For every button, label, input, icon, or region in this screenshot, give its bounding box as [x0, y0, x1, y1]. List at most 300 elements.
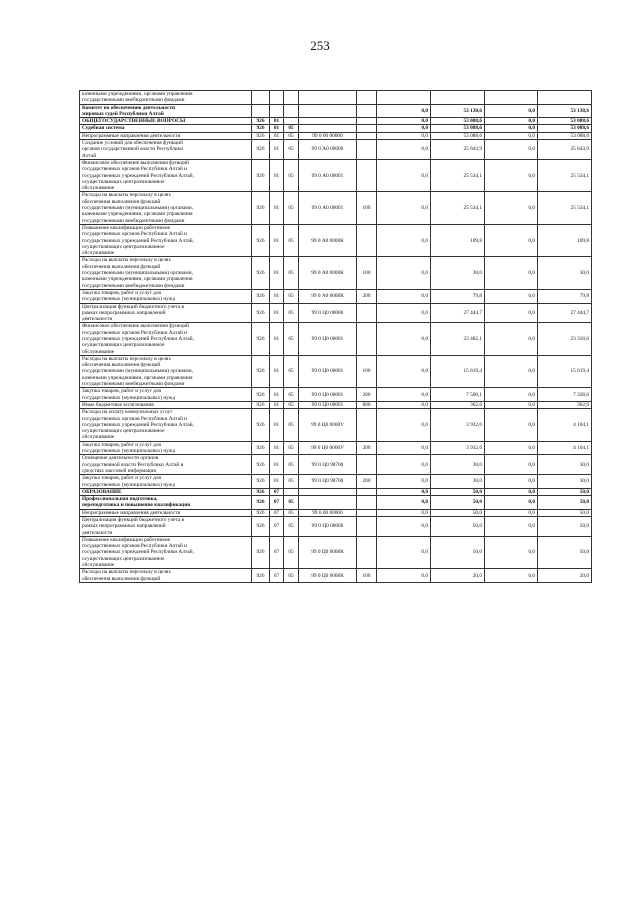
target-article-cell [299, 118, 357, 125]
section-code-cell: 01 [270, 140, 284, 160]
row-name-line: государственными внебюджетными фондами [82, 282, 185, 289]
target-article-cell: 99 0 А0 00001 [299, 192, 357, 224]
amount-cell-1: 0,0 [377, 159, 431, 191]
section-code-cell: 01 [270, 355, 284, 387]
amount-cell-3: 0,0 [485, 401, 538, 408]
subsection-code-cell: 05 [284, 441, 299, 455]
row-name-line: государственных органов Республики Алтай и [82, 329, 188, 336]
table-row [80, 118, 592, 125]
table-row [80, 91, 592, 105]
amount-cell-1: 0,0 [377, 257, 431, 289]
table-row [80, 104, 592, 118]
expense-type-cell [357, 323, 377, 355]
subsection-code-cell: 05 [284, 125, 299, 132]
subsection-code-cell: 05 [284, 323, 299, 355]
row-name-cell [80, 355, 252, 387]
amount-cell-2: 30,0 [431, 257, 485, 289]
expense-type-cell [357, 496, 377, 510]
amount-cell-1 [377, 91, 431, 105]
section-code-cell: 07 [270, 536, 284, 568]
subsection-code-cell: 05 [284, 475, 299, 489]
amount-cell-3: 0,0 [485, 388, 538, 402]
amount-cell-1: 0,0 [377, 118, 431, 125]
amount-cell-1: 0,0 [377, 289, 431, 303]
amount-cell-3: 0,0 [485, 441, 538, 455]
row-name-line: государственных учреждений Республики Алтай, [82, 335, 194, 342]
section-code-cell: 01 [270, 224, 284, 256]
row-name-cell [80, 140, 252, 160]
amount-cell-1: 0,0 [377, 388, 431, 402]
row-name-line: Непрограммные направления деятельности [82, 132, 181, 139]
target-article-cell: 99 0 А0 00000 [299, 140, 357, 160]
amount-cell-4: 25 534,1 [538, 159, 592, 191]
table-row [80, 257, 592, 289]
amount-cell-3: 0,0 [485, 455, 538, 475]
row-name-line: государственных учреждений Республики Алтай, [82, 237, 194, 244]
amount-cell-3: 0,0 [485, 192, 538, 224]
amount-cell-4: 7 328,6 [538, 388, 592, 402]
budget-table-body [80, 91, 592, 583]
target-article-cell [299, 496, 357, 510]
target-article-cell: 99 0 Ц0 0000У [299, 409, 357, 441]
amount-cell-2: 25 534,1 [431, 192, 485, 224]
amount-cell-4: 53 088,6 [538, 118, 592, 125]
gr-code-cell: 926 [252, 509, 270, 516]
target-article-cell: 99 0 Ц0 0000К [299, 536, 357, 568]
table-row [80, 224, 592, 256]
amount-cell-2: 3 932,6 [431, 441, 485, 455]
target-article-cell: 99 0 Ц0 98700 [299, 475, 357, 489]
row-name-cell [80, 125, 252, 132]
gr-code-cell: 926 [252, 496, 270, 510]
row-name-line: Профессиональная подготовка, [82, 496, 158, 503]
amount-cell-1: 0,0 [377, 125, 431, 132]
table-row [80, 488, 592, 495]
amount-cell-4: 50,0 [538, 509, 592, 516]
gr-code-cell: 926 [252, 388, 270, 402]
target-article-cell: 99 0 А0 0000К [299, 289, 357, 303]
target-article-cell: 99 0 Ц0 00001 [299, 323, 357, 355]
row-name-line: рамках непрограммных направлений [82, 523, 166, 530]
row-name-line: обслуживание [82, 434, 115, 441]
amount-cell-3: 0,0 [485, 409, 538, 441]
row-name-line: рамках непрограммных направлений [82, 309, 166, 316]
gr-code-cell: 926 [252, 401, 270, 408]
subsection-code-cell: 05 [284, 140, 299, 160]
subsection-code-cell [284, 91, 299, 105]
target-article-cell: 99 0 Ц0 00001 [299, 388, 357, 402]
subsection-code-cell: 05 [284, 401, 299, 408]
amount-cell-3: 0,0 [485, 257, 538, 289]
row-name-line: Непрограммные направления деятельности [82, 509, 181, 516]
subsection-code-cell: 05 [284, 455, 299, 475]
row-name-line: государственных (муниципальных) нужд [82, 481, 176, 488]
expense-type-cell [357, 91, 377, 105]
row-name-line: государственных органов Республики Алтай и [82, 543, 188, 550]
expense-type-cell [357, 303, 377, 323]
expense-type-cell: 200 [357, 289, 377, 303]
subsection-code-cell: 05 [284, 159, 299, 191]
row-name-cell [80, 289, 252, 303]
amount-cell-3: 0,0 [485, 509, 538, 516]
amount-cell-2: 79,8 [431, 289, 485, 303]
row-name-line: государственными внебюджетными фондами [82, 217, 185, 224]
expense-type-cell [357, 409, 377, 441]
amount-cell-1: 0,0 [377, 323, 431, 355]
row-name-line: государственных учреждений Республики Алтай, [82, 421, 194, 428]
target-article-cell: 99 0 Ц0 00001 [299, 401, 357, 408]
amount-cell-4: 20,0 [538, 569, 592, 583]
gr-code-cell: 926 [252, 569, 270, 583]
row-name-line: государственными внебюджетными фондами [82, 97, 185, 104]
row-name-line: Централизация функций бюджетного учета в [82, 303, 185, 310]
amount-cell-4 [538, 91, 592, 105]
amount-cell-4: 25 643,9 [538, 140, 592, 160]
row-name-line: Расходы на выплаты персоналу в целях [82, 257, 171, 264]
amount-cell-2: 50,0 [431, 517, 485, 537]
subsection-code-cell: 05 [284, 409, 299, 441]
gr-code-cell: 926 [252, 118, 270, 125]
amount-cell-2: 25 643,9 [431, 140, 485, 160]
gr-code-cell: 926 [252, 355, 270, 387]
row-name-cell [80, 496, 252, 510]
row-name-line: государственными (муниципальными) органами, [82, 270, 193, 277]
amount-cell-1: 0,0 [377, 409, 431, 441]
amount-cell-4: 53 088,6 [538, 132, 592, 139]
amount-cell-4: 362,6 [538, 401, 592, 408]
row-name-line: Централизация функций бюджетного учета в [82, 517, 185, 523]
expense-type-cell: 100 [357, 569, 377, 583]
target-article-cell: 99 0 Ц0 00000 [299, 517, 357, 537]
row-name-cell [80, 509, 252, 516]
section-code-cell: 01 [270, 323, 284, 355]
table-row [80, 509, 592, 516]
expense-type-cell: 200 [357, 475, 377, 489]
amount-cell-1: 0,0 [377, 401, 431, 408]
amount-cell-2 [431, 91, 485, 105]
amount-cell-4: 53 138,6 [538, 104, 592, 118]
expense-type-cell [357, 118, 377, 125]
amount-cell-1: 0,0 [377, 441, 431, 455]
expense-type-cell [357, 159, 377, 191]
amount-cell-2: 109,8 [431, 224, 485, 256]
amount-cell-4: 30,0 [538, 455, 592, 475]
row-name-line: государственных органов Республики Алтай и [82, 415, 188, 422]
section-code-cell: 01 [270, 401, 284, 408]
table-row [80, 441, 592, 455]
row-name-line: обслуживание [82, 562, 115, 569]
amount-cell-1: 0,0 [377, 509, 431, 516]
gr-code-cell: 926 [252, 441, 270, 455]
row-name-cell [80, 475, 252, 489]
row-name-cell [80, 401, 252, 408]
table-row [80, 536, 592, 568]
subsection-code-cell: 05 [284, 303, 299, 323]
table-row [80, 125, 592, 132]
row-name-line: Освещение деятельности органов [82, 455, 159, 462]
row-name-line: государственных учреждений Республики Алтай, [82, 172, 194, 179]
gr-code-cell: 926 [252, 517, 270, 537]
section-code-cell: 01 [270, 118, 284, 125]
target-article-cell [299, 104, 357, 118]
row-name-line: обслуживание [82, 185, 115, 192]
subsection-code-cell: 05 [284, 509, 299, 516]
row-name-line: казенными учреждениями, органами управления [82, 211, 193, 218]
section-code-cell: 07 [270, 517, 284, 537]
row-name-line: государственных органов Республики Алтай и [82, 166, 188, 173]
row-name-line: государственных учреждений Республики Алтай, [82, 549, 194, 556]
amount-cell-1: 0,0 [377, 475, 431, 489]
row-name-line: Создание условий для обеспечения функций [82, 140, 183, 147]
row-name-line: деятельности [82, 529, 113, 536]
table-row [80, 132, 592, 139]
table-row [80, 355, 592, 387]
amount-cell-1: 0,0 [377, 224, 431, 256]
row-name-line: Судебная система [82, 125, 125, 132]
expense-type-cell: 800 [357, 401, 377, 408]
row-name-line: государственными внебюджетными фондами [82, 381, 185, 388]
amount-cell-3: 0,0 [485, 569, 538, 583]
row-name-line: государственной власти Республики Алтай в [82, 461, 184, 468]
amount-cell-2: 53 088,6 [431, 118, 485, 125]
row-name-line: Расходы на выплаты персоналу в целях [82, 355, 171, 362]
table-row [80, 303, 592, 323]
table-row [80, 496, 592, 510]
amount-cell-2: 25 534,1 [431, 159, 485, 191]
row-name-line: обслуживание [82, 348, 115, 355]
subsection-code-cell [284, 118, 299, 125]
amount-cell-2: 20,0 [431, 569, 485, 583]
section-code-cell: 07 [270, 496, 284, 510]
gr-code-cell: 926 [252, 455, 270, 475]
gr-code-cell: 926 [252, 257, 270, 289]
row-name-cell [80, 303, 252, 323]
row-name-cell [80, 91, 252, 105]
section-code-cell: 01 [270, 303, 284, 323]
amount-cell-2: 50,0 [431, 496, 485, 510]
gr-code-cell: 926 [252, 132, 270, 139]
expense-type-cell [357, 125, 377, 132]
row-name-cell [80, 323, 252, 355]
row-name-cell [80, 488, 252, 495]
target-article-cell [299, 91, 357, 105]
expense-type-cell [357, 104, 377, 118]
page-number: 253 [310, 38, 330, 53]
row-name-line: ОБЩЕГОСУДАРСТВЕННЫЕ ВОПРОСЫ [82, 118, 186, 125]
target-article-cell: 99 0 00 00000 [299, 132, 357, 139]
section-code-cell: 07 [270, 509, 284, 516]
row-name-cell [80, 118, 252, 125]
amount-cell-2: 23 482,1 [431, 323, 485, 355]
amount-cell-4: 79,8 [538, 289, 592, 303]
table-row [80, 140, 592, 160]
section-code-cell: 01 [270, 125, 284, 132]
gr-code-cell: 926 [252, 224, 270, 256]
amount-cell-3: 0,0 [485, 125, 538, 132]
amount-cell-1: 0,0 [377, 496, 431, 510]
amount-cell-4: 50,0 [538, 496, 592, 510]
section-code-cell: 01 [270, 409, 284, 441]
amount-cell-1: 0,0 [377, 455, 431, 475]
row-name-line: Закупка товаров, работ и услуг для [82, 388, 161, 395]
section-code-cell [270, 104, 284, 118]
row-name-cell [80, 257, 252, 289]
amount-cell-3: 0,0 [485, 355, 538, 387]
target-article-cell [299, 488, 357, 495]
row-name-line: обеспечения выполнения функций [82, 198, 161, 205]
row-name-cell [80, 409, 252, 441]
row-name-line: осуществляющих централизованное [82, 555, 165, 562]
amount-cell-3: 0,0 [485, 536, 538, 568]
expense-type-cell: 200 [357, 388, 377, 402]
amount-cell-1: 0,0 [377, 488, 431, 495]
row-name-line: осуществляющих централизованное [82, 342, 165, 349]
section-code-cell: 01 [270, 159, 284, 191]
amount-cell-1: 0,0 [377, 104, 431, 118]
amount-cell-3: 0,0 [485, 104, 538, 118]
row-name-line: Повышение квалификации работников [82, 536, 170, 543]
amount-cell-4: 4 104,1 [538, 441, 592, 455]
row-name-cell [80, 441, 252, 455]
table-row [80, 517, 592, 537]
subsection-code-cell [284, 104, 299, 118]
amount-cell-2: 50,0 [431, 488, 485, 495]
subsection-code-cell [284, 488, 299, 495]
amount-cell-3: 0,0 [485, 159, 538, 191]
row-name-line: обеспечения выполнения функций [82, 575, 161, 582]
row-name-line: переподготовка и повышение квалификации [82, 502, 191, 509]
amount-cell-4: 30,0 [538, 475, 592, 489]
subsection-code-cell: 05 [284, 388, 299, 402]
row-name-cell [80, 132, 252, 139]
amount-cell-1: 0,0 [377, 355, 431, 387]
gr-code-cell: 926 [252, 289, 270, 303]
section-code-cell: 01 [270, 132, 284, 139]
section-code-cell: 07 [270, 569, 284, 583]
amount-cell-4: 15 619,4 [538, 355, 592, 387]
target-article-cell: 99 0 А0 0000К [299, 257, 357, 289]
row-name-line: казенными учреждениями, органами управления [82, 91, 193, 97]
amount-cell-1: 0,0 [377, 517, 431, 537]
table-row [80, 159, 592, 191]
amount-cell-2: 30,0 [431, 475, 485, 489]
table-row [80, 475, 592, 489]
expense-type-cell [357, 517, 377, 537]
target-article-cell: 99 0 А0 00001 [299, 159, 357, 191]
amount-cell-2: 30,0 [431, 455, 485, 475]
row-name-cell [80, 455, 252, 475]
amount-cell-3: 0,0 [485, 517, 538, 537]
gr-code-cell [252, 91, 270, 105]
subsection-code-cell: 05 [284, 132, 299, 139]
row-name-cell [80, 192, 252, 224]
expense-type-cell [357, 488, 377, 495]
gr-code-cell: 926 [252, 409, 270, 441]
table-row [80, 192, 592, 224]
gr-code-cell: 926 [252, 125, 270, 132]
gr-code-cell [252, 104, 270, 118]
section-code-cell: 01 [270, 388, 284, 402]
row-name-line: казенными учреждениями, органами управления [82, 374, 193, 381]
amount-cell-2: 50,0 [431, 509, 485, 516]
target-article-cell: 99 0 Ц0 00001 [299, 355, 357, 387]
row-name-cell [80, 569, 252, 583]
table-row [80, 455, 592, 475]
amount-cell-3: 0,0 [485, 303, 538, 323]
budget-table [79, 90, 592, 583]
gr-code-cell: 926 [252, 488, 270, 495]
row-name-line: Повышение квалификации работников [82, 224, 170, 231]
expense-type-cell: 100 [357, 192, 377, 224]
amount-cell-1: 0,0 [377, 569, 431, 583]
row-name-line: осуществляющих централизованное [82, 243, 165, 250]
section-code-cell: 01 [270, 192, 284, 224]
amount-cell-4: 53 088,6 [538, 125, 592, 132]
row-name-line: органов государственной власти Республики [82, 146, 184, 153]
amount-cell-2: 362,6 [431, 401, 485, 408]
row-name-line: Комитет по обеспечению деятельности [82, 104, 176, 111]
amount-cell-1: 0,0 [377, 192, 431, 224]
subsection-code-cell: 05 [284, 536, 299, 568]
row-name-line: Закупка товаров, работ и услуг для [82, 289, 161, 296]
subsection-code-cell: 05 [284, 224, 299, 256]
amount-cell-4: 50,0 [538, 517, 592, 537]
section-code-cell: 07 [270, 488, 284, 495]
amount-cell-4: 4 104,1 [538, 409, 592, 441]
gr-code-cell: 926 [252, 536, 270, 568]
row-name-line: ОБРАЗОВАНИЕ [82, 488, 122, 495]
amount-cell-4: 109,8 [538, 224, 592, 256]
table-row [80, 388, 592, 402]
row-name-line: Финансовое обеспечение выполнения функций [82, 159, 190, 166]
table-row [80, 289, 592, 303]
row-name-line: государственных (муниципальных) нужд [82, 448, 176, 455]
amount-cell-4: 27 444,7 [538, 303, 592, 323]
subsection-code-cell: 05 [284, 355, 299, 387]
amount-cell-4: 50,0 [538, 488, 592, 495]
amount-cell-2: 15 619,4 [431, 355, 485, 387]
amount-cell-2: 7 500,1 [431, 388, 485, 402]
row-name-cell [80, 388, 252, 402]
amount-cell-3: 0,0 [485, 323, 538, 355]
row-name-line: государственными (муниципальными) органами, [82, 368, 193, 375]
section-code-cell: 01 [270, 455, 284, 475]
gr-code-cell: 926 [252, 303, 270, 323]
amount-cell-3: 0,0 [485, 118, 538, 125]
expense-type-cell: 200 [357, 441, 377, 455]
expense-type-cell [357, 140, 377, 160]
gr-code-cell: 926 [252, 159, 270, 191]
row-name-line: государственных органов Республики Алтай и [82, 231, 188, 238]
table-row [80, 401, 592, 408]
row-name-line: государственных (муниципальных) нужд [82, 296, 176, 303]
row-name-cell [80, 536, 252, 568]
row-name-cell [80, 159, 252, 191]
target-article-cell: 99 0 Ц0 0000У [299, 441, 357, 455]
row-name-line: осуществляющих централизованное [82, 428, 165, 435]
section-code-cell: 01 [270, 289, 284, 303]
row-name-line: Иные бюджетные ассигнования [82, 401, 154, 408]
amount-cell-4: 25 534,1 [538, 192, 592, 224]
section-code-cell [270, 91, 284, 105]
target-article-cell: 99 0 А0 0000К [299, 224, 357, 256]
expense-type-cell [357, 536, 377, 568]
subsection-code-cell: 05 [284, 257, 299, 289]
target-article-cell: 99 0 00 00000 [299, 509, 357, 516]
row-name-line: Финансовое обеспечение выполнения функций [82, 323, 190, 330]
row-name-line: Расходы на оплату коммунальных услуг [82, 409, 173, 416]
amount-cell-4: 30,0 [538, 257, 592, 289]
